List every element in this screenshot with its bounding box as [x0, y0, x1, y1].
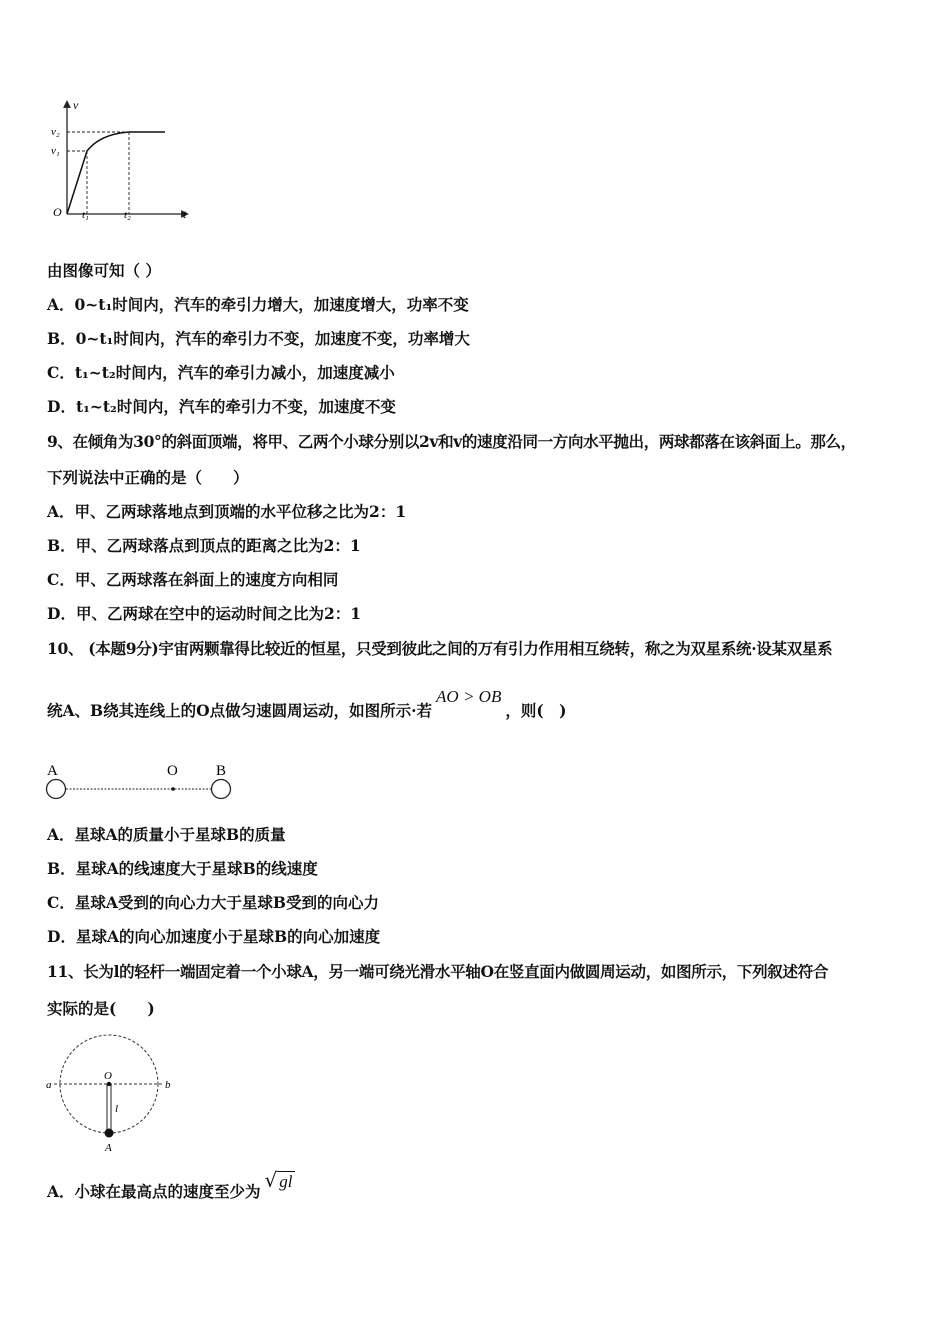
point-a-label: a — [46, 1079, 52, 1091]
binary-star-figure — [40, 760, 240, 806]
q10-option-a: A．星球A的质量小于星球B的质量 — [47, 825, 286, 844]
q8-option-d: D．t₁~t₂时间内，汽车的牵引力不变，加速度不变 — [47, 397, 396, 416]
sqrt-gl — [265, 1170, 295, 1192]
axis-o-label: O — [104, 1070, 112, 1082]
q11-option-a — [47, 1168, 295, 1202]
star-a — [47, 780, 66, 799]
star-a-label: A — [47, 763, 58, 779]
q9-option-a: A．甲、乙两球落地点到顶端的水平位移之比为2：1 — [47, 502, 407, 521]
t-axis-label: t — [183, 207, 187, 221]
q11-stem-line1: 11、长为l的轻杆一端固定着一个小球A，另一端可绕光滑水平轴O在竖直面内做圆周运动，如图所示，下列叙述符合 — [47, 962, 829, 981]
rod-length-label: l — [115, 1103, 119, 1115]
q8-option-a: A．0~t₁时间内，汽车的牵引力增大，加速度增大，功率不变 — [47, 295, 469, 314]
q10-stem-line2-post: ，则( ) — [505, 701, 567, 720]
q10-option-d: D．星球A的向心加速度小于星球B的向心加速度 — [47, 927, 381, 946]
light-rod — [107, 1084, 111, 1133]
center-o-label: O — [167, 763, 178, 779]
v1-label: v₁ — [51, 145, 60, 157]
ball-a-label: A — [105, 1142, 112, 1154]
q11-stem-line2: 实际的是( ) — [47, 999, 155, 1018]
v-axis-label: v — [73, 98, 79, 112]
q9-option-b: B．甲、乙两球落点到顶点的距离之比为2：1 — [47, 536, 361, 555]
ball-a — [105, 1129, 114, 1138]
rod-circle-figure — [42, 1034, 177, 1156]
star-b — [212, 780, 231, 799]
t1-label: t₁ — [82, 209, 89, 221]
origin-label: O — [53, 205, 62, 219]
q8-option-b: B．0~t₁时间内，汽车的牵引力不变，加速度不变，功率增大 — [47, 329, 470, 348]
q9-option-c: C．甲、乙两球落在斜面上的速度方向相同 — [47, 570, 339, 589]
q8-option-c: C．t₁~t₂时间内，汽车的牵引力减小，加速度减小 — [47, 363, 395, 382]
q9-option-d: D．甲、乙两球在空中的运动时间之比为2：1 — [47, 604, 362, 623]
q10-option-b: B．星球A的线速度大于星球B的线速度 — [47, 859, 318, 878]
q10-stem-line2 — [47, 687, 567, 721]
q10-formula: AO > OB — [436, 687, 502, 706]
q11-option-a-text: A．小球在最高点的速度至少为 — [47, 1182, 261, 1201]
t2-label: t₂ — [124, 209, 131, 221]
q10-stem-line1: 10、 (本题9分)宇宙两颗靠得比较近的恒星，只受到彼此之间的万有引力作用相互绕转，称之为双星系统·设某双星系 — [47, 639, 833, 658]
q9-stem-line2: 下列说法中正确的是（ ） — [47, 468, 249, 487]
q10-stem-line2-pre: 统A、B绕其连线上的O点做匀速圆周运动，如图所示·若 — [47, 701, 433, 720]
vt-graph — [45, 98, 195, 226]
axis-o — [107, 1082, 111, 1086]
q9-stem-line1: 9、在倾角为30°的斜面顶端，将甲、乙两个小球分别以2v和v的速度沿同一方向水平抛出，两球都落在该斜面上。那么， — [47, 432, 856, 451]
sqrt-sign-icon: √ — [264, 1168, 278, 1192]
v2-label: v₂ — [51, 126, 60, 138]
star-b-label: B — [216, 763, 227, 779]
vt-curve — [67, 132, 165, 214]
q8-stem: 由图像可知（ ） — [47, 261, 161, 280]
center-o-dot — [171, 787, 175, 791]
q10-option-c: C．星球A受到的向心力大于星球B受到的向心力 — [47, 893, 379, 912]
point-b-label: b — [165, 1079, 171, 1091]
sqrt-arg: gl — [279, 1172, 293, 1191]
